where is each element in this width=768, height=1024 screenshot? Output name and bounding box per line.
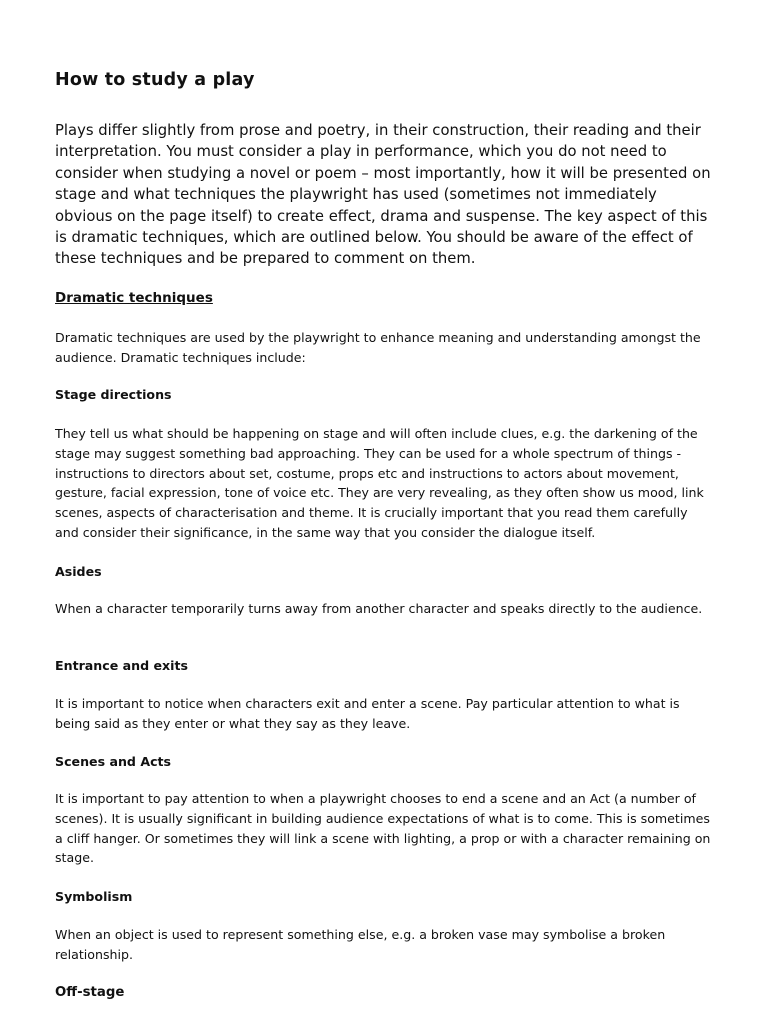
section-intro-paragraph: Dramatic techniques are used by the playwright to enhance meaning and understanding amongst the audience. Dramatic techniques include: (55, 330, 701, 365)
subheading-stage-directions: Stage directions (55, 387, 172, 402)
paragraph-stage-directions: They tell us what should be happening on stage and will often include clues, e.g. the darkening of the stage may suggest something bad approaching. They can be used for a whole spectrum of things - instructions to directors about set, costume, props etc and instructions to actors about movement, gesture, facial expression, tone of voice etc. They are very revealing, as they often show us mood, link scenes, aspects of characterisation and theme. It is crucially important that you read them carefully and consider their significance, in the same way that you consider the dialogue itself. (55, 426, 704, 540)
section-heading-dramatic-techniques: Dramatic techniques (55, 290, 213, 306)
subheading-scenes-and-acts: Scenes and Acts (55, 754, 172, 769)
paragraph-entrance-and-exits: It is important to notice when characters exit and enter a scene. Pay particular attention to what is being said as they enter or what they say as they leave. (55, 696, 680, 731)
paragraph-scenes-and-acts: It is important to pay attention to when a playwright chooses to end a scene and an Act (a number of scenes). It is usually significant in building audience expectations of what is to come. This is sometimes a cliff hanger. Or sometimes they will link a scene with lighting, a prop or with a character remaining on stage. (55, 791, 711, 866)
subheading-asides: Asides (55, 564, 102, 579)
subheading-off-stage: Off-stage (55, 985, 125, 1000)
intro-paragraph: Plays differ slightly from prose and poetry, in their construction, their reading and their interpretation. You must consider a play in performance, which you do not need to consider when studying a novel or poem – most importantly, how it will be presented on stage and what techniques the playwright has used (sometimes not immediately obvious on the page itself) to create effect, drama and suspense. The key aspect of this is dramatic techniques, which are outlined below. You should be aware of the effect of these techniques and be prepared to comment on them. (55, 122, 711, 268)
paragraph-symbolism: When an object is used to represent something else, e.g. a broken vase may symbolise a broken relationship. (55, 927, 666, 962)
subheading-symbolism: Symbolism (55, 889, 133, 904)
paragraph-asides: When a character temporarily turns away from another character and speaks directly to the audience. (55, 601, 703, 616)
subheading-entrance-and-exits: Entrance and exits (55, 658, 189, 673)
page-title: How to study a play (55, 70, 255, 90)
